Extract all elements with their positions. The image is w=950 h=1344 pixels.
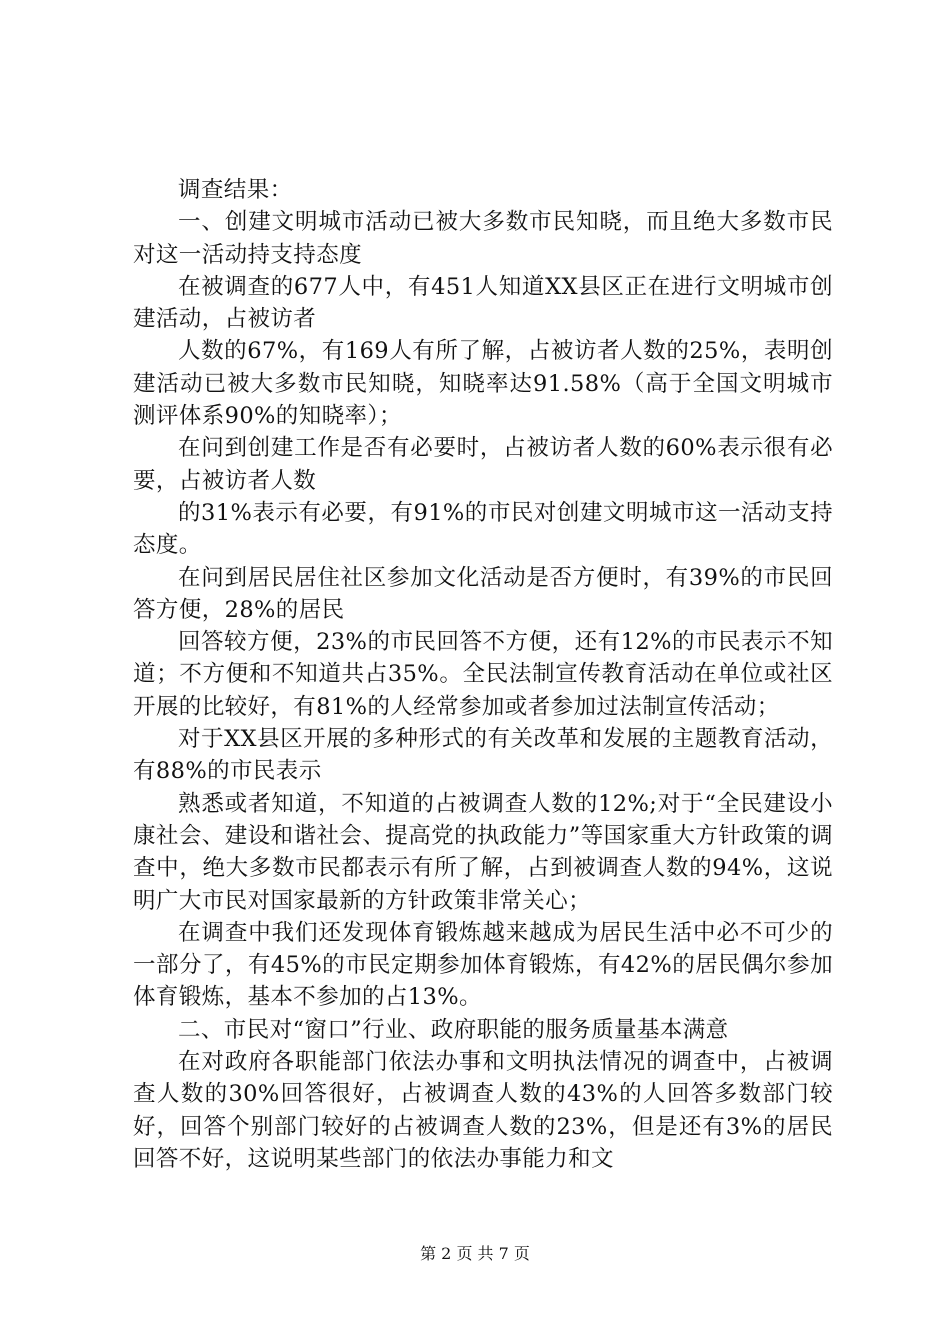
paragraph: 回答较方便，23%的市民回答不方便，还有12%的市民表示不知道；不方便和不知道共占35%。全民法制宣传教育活动在单位或社区开展的比较好，有81%的人经常参加或者参加过法制宣传活动； bbox=[133, 629, 833, 720]
paragraph: 对于XX县区开展的多种形式的有关改革和发展的主题教育活动，有88%的市民表示 bbox=[133, 726, 833, 785]
paragraph: 的31%表示有必要，有91%的市民对创建文明城市这一活动支持态度。 bbox=[133, 499, 833, 559]
paragraph: 在对政府各职能部门依法办事和文明执法情况的调查中，占被调查人数的30%回答很好，占被调查人数的43%的人回答多数部门较好，回答个别部门较好的占被调查人数的23%，但是还有3%的居民回答不好，这说明某些部门的依法办事能力和文 bbox=[133, 1049, 833, 1172]
document-body bbox=[133, 174, 833, 1175]
page-footer: 第 2 页 共 7 页 bbox=[420, 1244, 530, 1263]
paragraph: 在调查中我们还发现体育锻炼越来越成为居民生活中必不可少的一部分了，有45%的市民定期参加体育锻炼，有42%的居民偶尔参加体育锻炼，基本不参加的占13%。 bbox=[133, 919, 833, 1011]
paragraph: 在问到居民居住社区参加文化活动是否方便时，有39%的市民回答方便，28%的居民 bbox=[133, 564, 833, 623]
paragraph: 在被调查的677人中，有451人知道XX县区正在进行文明城市创建活动，占被访者 bbox=[133, 273, 833, 333]
paragraph-section-one-title: 一、创建文明城市活动已被大多数市民知晓，而且绝大多数市民对这一活动持支持态度 bbox=[133, 209, 833, 268]
paragraph: 人数的67%，有169人有所了解，占被访者人数的25%，表明创建活动已被大多数市民知晓，知晓率达91.58%（高于全国文明城市测评体系90%的知晓率）； bbox=[133, 338, 833, 430]
paragraph-heading-results: 调查结果： bbox=[178, 177, 293, 203]
paragraph: 在问到创建工作是否有必要时，占被访者人数的60%表示很有必要，占被访者人数 bbox=[133, 435, 833, 494]
paragraph-section-two-title: 二、市民对“窗口”行业、政府职能的服务质量基本满意 bbox=[178, 1016, 729, 1043]
paragraph: 熟悉或者知道，不知道的占被调查人数的12%;对于“全民建设小康社会、建设和谐社会、提高党的执政能力”等国家重大方针政策的调查中，绝大多数市民都表示有所了解，占到被调查人数的94%，这说明广大市民对国家最新的方针政策非常关心； bbox=[133, 790, 833, 914]
